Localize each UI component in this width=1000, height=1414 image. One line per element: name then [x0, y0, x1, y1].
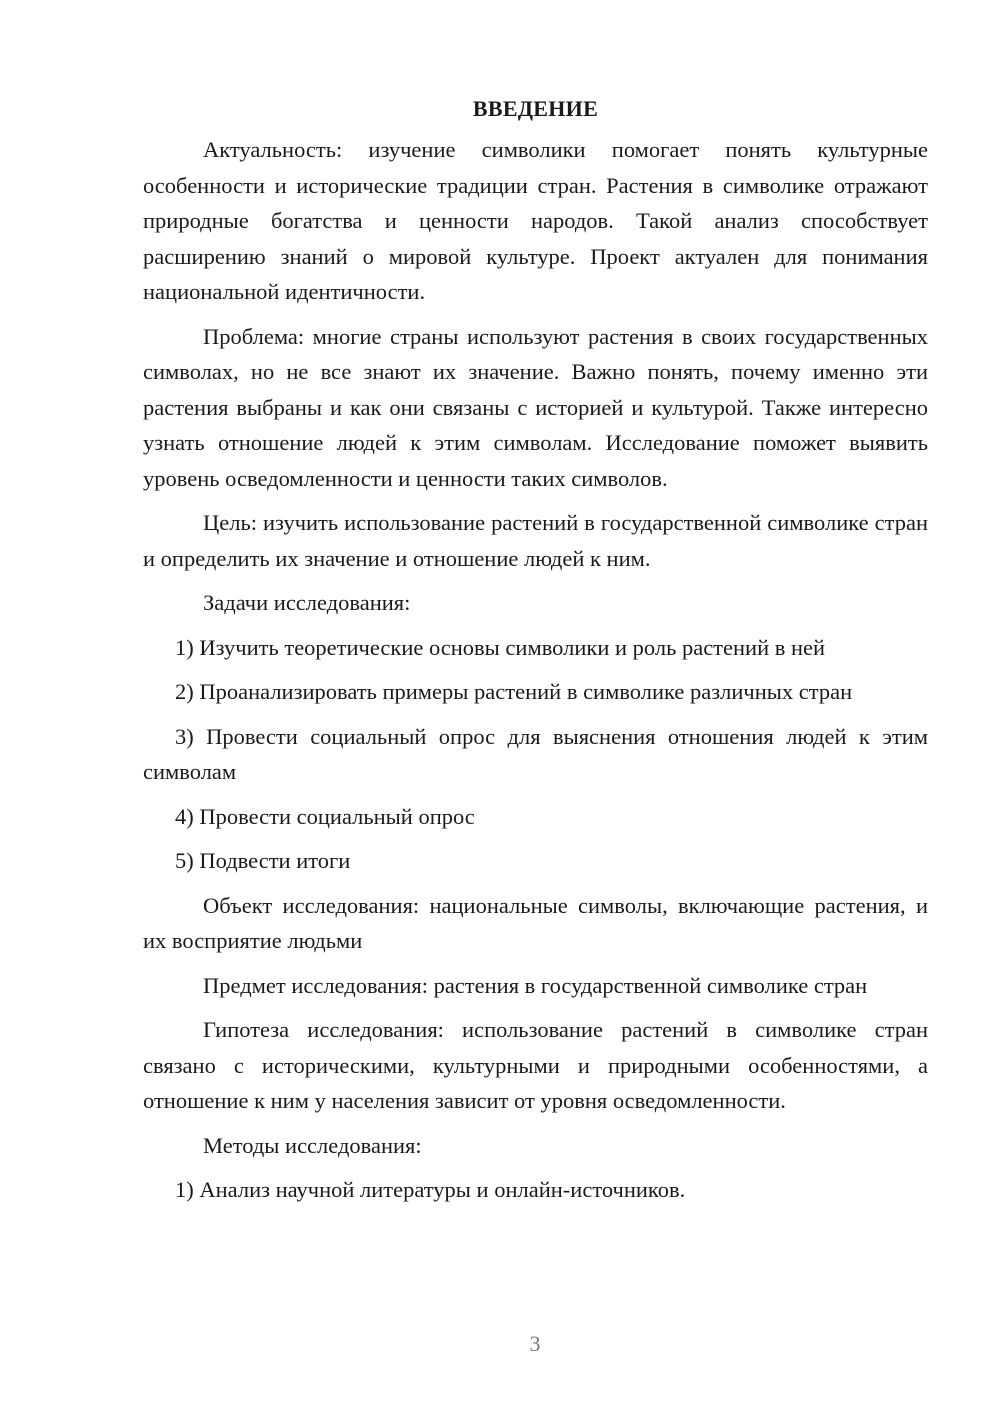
subject-paragraph: Предмет исследования: растения в государственной символике стран: [203, 972, 868, 998]
relevance-paragraph: Актуальность: изучение символики помогает понять культурные особенности и исторические традиции стран. Растения в символике отражают природные богатства и ценности народов. Такой анализ способствует расширению знаний о мировой культуре. Проект актуален для понимания национальной идентичности.: [143, 137, 928, 304]
hypothesis-paragraph: Гипотеза исследования: использование растений в символике стран связано с историческими, культурными и природными особенностями, а отношение к ним у населения зависит от уровня осведомленности.: [143, 1017, 928, 1113]
task-item-1: 1) Изучить теоретические основы символики и роль растений в ней: [175, 634, 826, 660]
section-title: ВВЕДЕНИЕ: [472, 96, 599, 121]
object-paragraph: Объект исследования: национальные символы, включающие растения, и их восприятие людьми: [143, 892, 928, 953]
document-page: [143, 92, 928, 1217]
problem-paragraph: Проблема: многие страны используют растения в своих государственных символах, но не все знают их значение. Важно понять, почему именно эти растения выбраны и как они связаны с историей и культурой. Также интересно узнать отношение людей к этим символам. Исследование поможет выявить уровень осведомленности и ценности таких символов.: [143, 323, 928, 491]
task-item-5: 5) Подвести итоги: [175, 848, 351, 873]
task-item-4: 4) Провести социальный опрос: [175, 803, 475, 829]
page-number: 3: [529, 1331, 541, 1356]
task-item-3: 3) Провести социальный опрос для выяснения отношения людей к этим символам: [143, 723, 928, 784]
methods-heading: Методы исследования:: [203, 1132, 422, 1158]
tasks-heading: Задачи исследования:: [203, 590, 411, 615]
goal-paragraph: Цель: изучить использование растений в государственной символике стран и определить их значение и отношение людей к ним.: [143, 510, 928, 571]
method-item-1: 1) Анализ научной литературы и онлайн-источников.: [175, 1177, 686, 1202]
task-item-2: 2) Проанализировать примеры растений в символике различных стран: [175, 679, 853, 704]
